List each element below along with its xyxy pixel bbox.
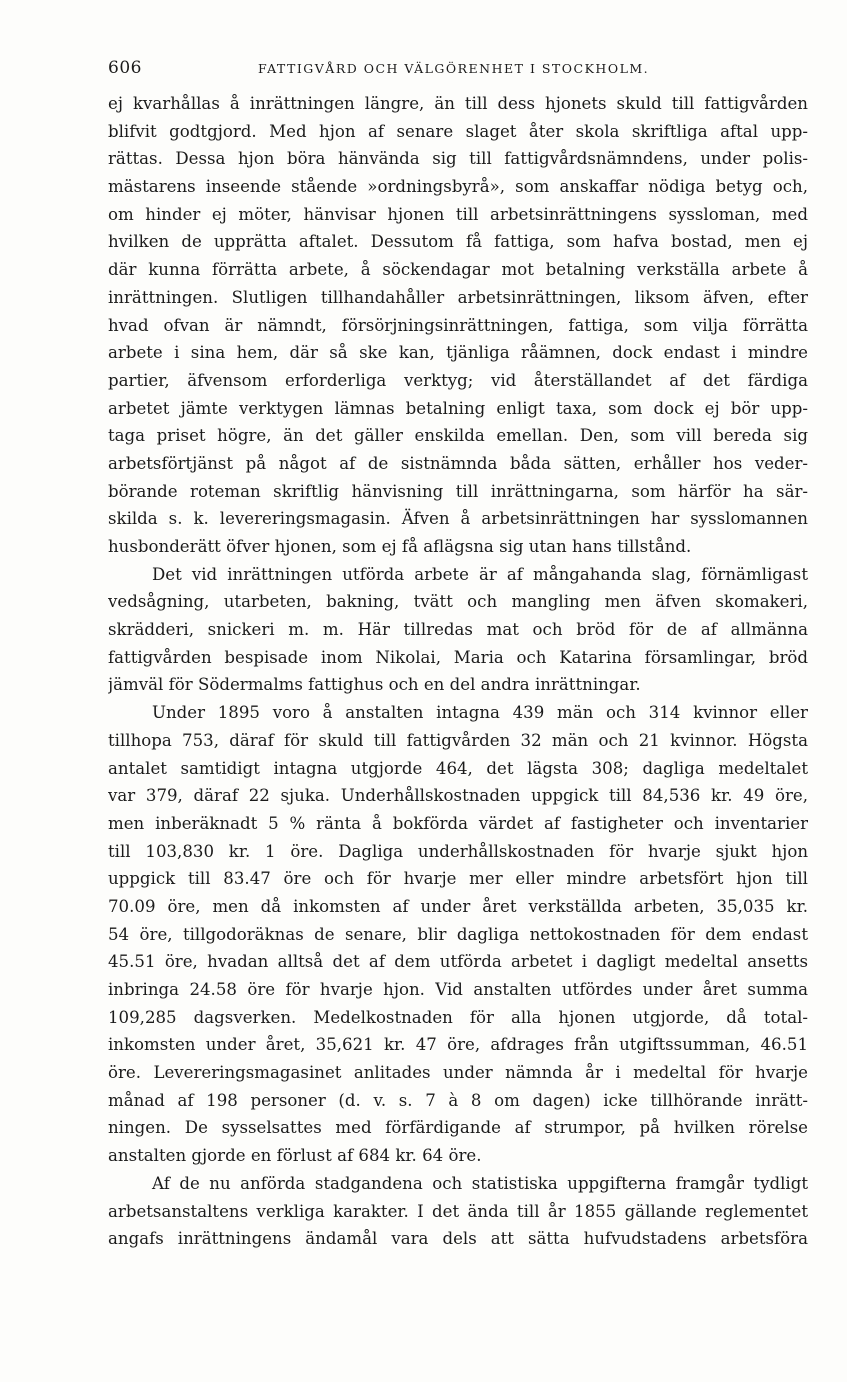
text-line: 70.09 öre, men då inkomsten af under året verkställda arbeten, 35,035 kr. xyxy=(108,896,808,916)
text-line: hvad ofvan är nämndt, försörjningsinrättningen, fattiga, som vilja förrätta xyxy=(108,315,808,335)
text-line: inbringa 24.58 öre för hvarje hjon. Vid anstalten utfördes under året summa xyxy=(108,980,808,999)
text-line: vedsågning, utarbeten, bakning, tvätt och mangling men äfven skomakeri, xyxy=(108,592,808,612)
text-line: skrädderi, snickeri m. m. Här tillredas mat och bröd för de af allmänna xyxy=(108,620,808,640)
text-line: Af de nu anförda stadgandena och statistiska uppgifterna framgår tydligt xyxy=(152,1173,808,1193)
text-line: partier, äfvensom erforderliga verktyg; vid återställandet af det färdiga xyxy=(108,370,808,390)
text-line: anstalten gjorde en förlust af 684 kr. 64 öre. xyxy=(108,1146,482,1166)
text-line: skilda s. k. levereringsmagasin. Äfven å arbetsinrättningen har sysslomannen xyxy=(108,509,808,529)
text-line: rättas. Dessa hjon böra hänvända sig till fattigvårdsnämndens, under polis- xyxy=(108,149,808,169)
text-line: månad af 198 personer (d. v. s. 7 à 8 om dagen) icke tillhörande inrätt- xyxy=(108,1090,808,1110)
page-header xyxy=(108,58,808,80)
text-line: husbonderätt öfver hjonen, som ej få aflägsna sig utan hans tillstånd. xyxy=(108,537,692,556)
text-line: inkomsten under året, 35,621 kr. 47 öre, afdrages från utgiftssumman, 46.51 xyxy=(108,1035,808,1055)
page-number: 606 xyxy=(108,58,142,78)
text-line: arbetsförtjänst på något af de sistnämnda båda sätten, erhåller hos veder- xyxy=(108,453,808,473)
text-line: till 103,830 kr. 1 öre. Dagliga underhållskostnaden för hvarje sjukt hjon xyxy=(108,841,808,861)
text-line: där kunna förrätta arbete, å söckendagar mot betalning verkställa arbete å xyxy=(108,260,808,280)
text-line: öre. Levereringsmagasinet anlitades under nämnda år i medeltal för hvarje xyxy=(108,1063,808,1083)
text-line: arbetet jämte verktygen lämnas betalning enligt taxa, som dock ej bör upp- xyxy=(108,398,808,418)
text-line: 109,285 dagsverken. Medelkostnaden för alla hjonen utgjorde, då total- xyxy=(108,1007,808,1027)
text-line: börande roteman skriftlig hänvisning till inrättningarna, som härför ha sär- xyxy=(108,481,808,501)
body-text xyxy=(108,90,808,1253)
text-line: fattigvården bespisade inom Nikolai, Maria och Katarina församlingar, bröd xyxy=(108,647,808,667)
text-line: hvilken de upprätta aftalet. Dessutom få fattiga, som hafva bostad, men ej xyxy=(108,232,808,252)
text-line: mästarens inseende stående »ordningsbyrå», som anskaffar nödiga betyg och, xyxy=(108,177,808,197)
text-line: Det vid inrättningen utförda arbete är af mångahanda slag, förnämligast xyxy=(152,564,808,584)
text-line: blifvit godtgjord. Med hjon af senare slaget åter skola skriftliga aftal upp- xyxy=(108,121,808,141)
text-line: ningen. De sysselsattes med förfärdigande af strumpor, på hvilken rörelse xyxy=(108,1118,808,1138)
text-line: taga priset högre, än det gäller enskilda emellan. Den, som vill bereda sig xyxy=(108,426,808,446)
text-line: 54 öre, tillgodoräknas de senare, blir dagliga nettokostnaden för dem endast xyxy=(108,924,808,944)
text-line: Under 1895 voro å anstalten intagna 439 män och 314 kvinnor eller xyxy=(152,703,808,723)
text-line: jämväl för Södermalms fattighus och en del andra inrättningar. xyxy=(108,675,641,695)
text-line: uppgick till 83.47 öre och för hvarje mer eller mindre arbetsfört hjon till xyxy=(108,869,808,889)
text-line: om hinder ej möter, hänvisar hjonen till arbetsinrättningens syssloman, med xyxy=(108,204,808,224)
text-line: men inberäknadt 5 % ränta å bokförda värdet af fastigheter och inventarier xyxy=(108,813,808,833)
text-line: var 379, däraf 22 sjuka. Underhållskostnaden uppgick till 84,536 kr. 49 öre, xyxy=(108,786,808,806)
running-head: FATTIGVÅRD OCH VÄLGÖRENHET I STOCKHOLM. xyxy=(258,61,650,76)
text-line: arbete i sina hem, där så ske kan, tjänliga råämnen, dock endast i mindre xyxy=(108,343,808,363)
text-line: ej kvarhållas å inrättningen längre, än till dess hjonets skuld till fattigvården xyxy=(108,94,808,113)
text-line: inrättningen. Slutligen tillhandahåller arbetsinrättningen, liksom äfven, efter xyxy=(108,287,808,307)
text-line: arbetsanstaltens verkliga karakter. I det ända till år 1855 gällande reglementet xyxy=(108,1201,808,1221)
text-line: 45.51 öre, hvadan alltså det af dem utförda arbetet i dagligt medeltal ansetts xyxy=(108,952,808,972)
text-line: tillhopa 753, däraf för skuld till fattigvården 32 män och 21 kvinnor. Högsta xyxy=(108,730,808,750)
text-line: angafs inrättningens ändamål vara dels att sätta hufvudstadens arbetsföra xyxy=(108,1229,808,1249)
text-line: antalet samtidigt intagna utgjorde 464, det lägsta 308; dagliga medeltalet xyxy=(108,758,808,778)
